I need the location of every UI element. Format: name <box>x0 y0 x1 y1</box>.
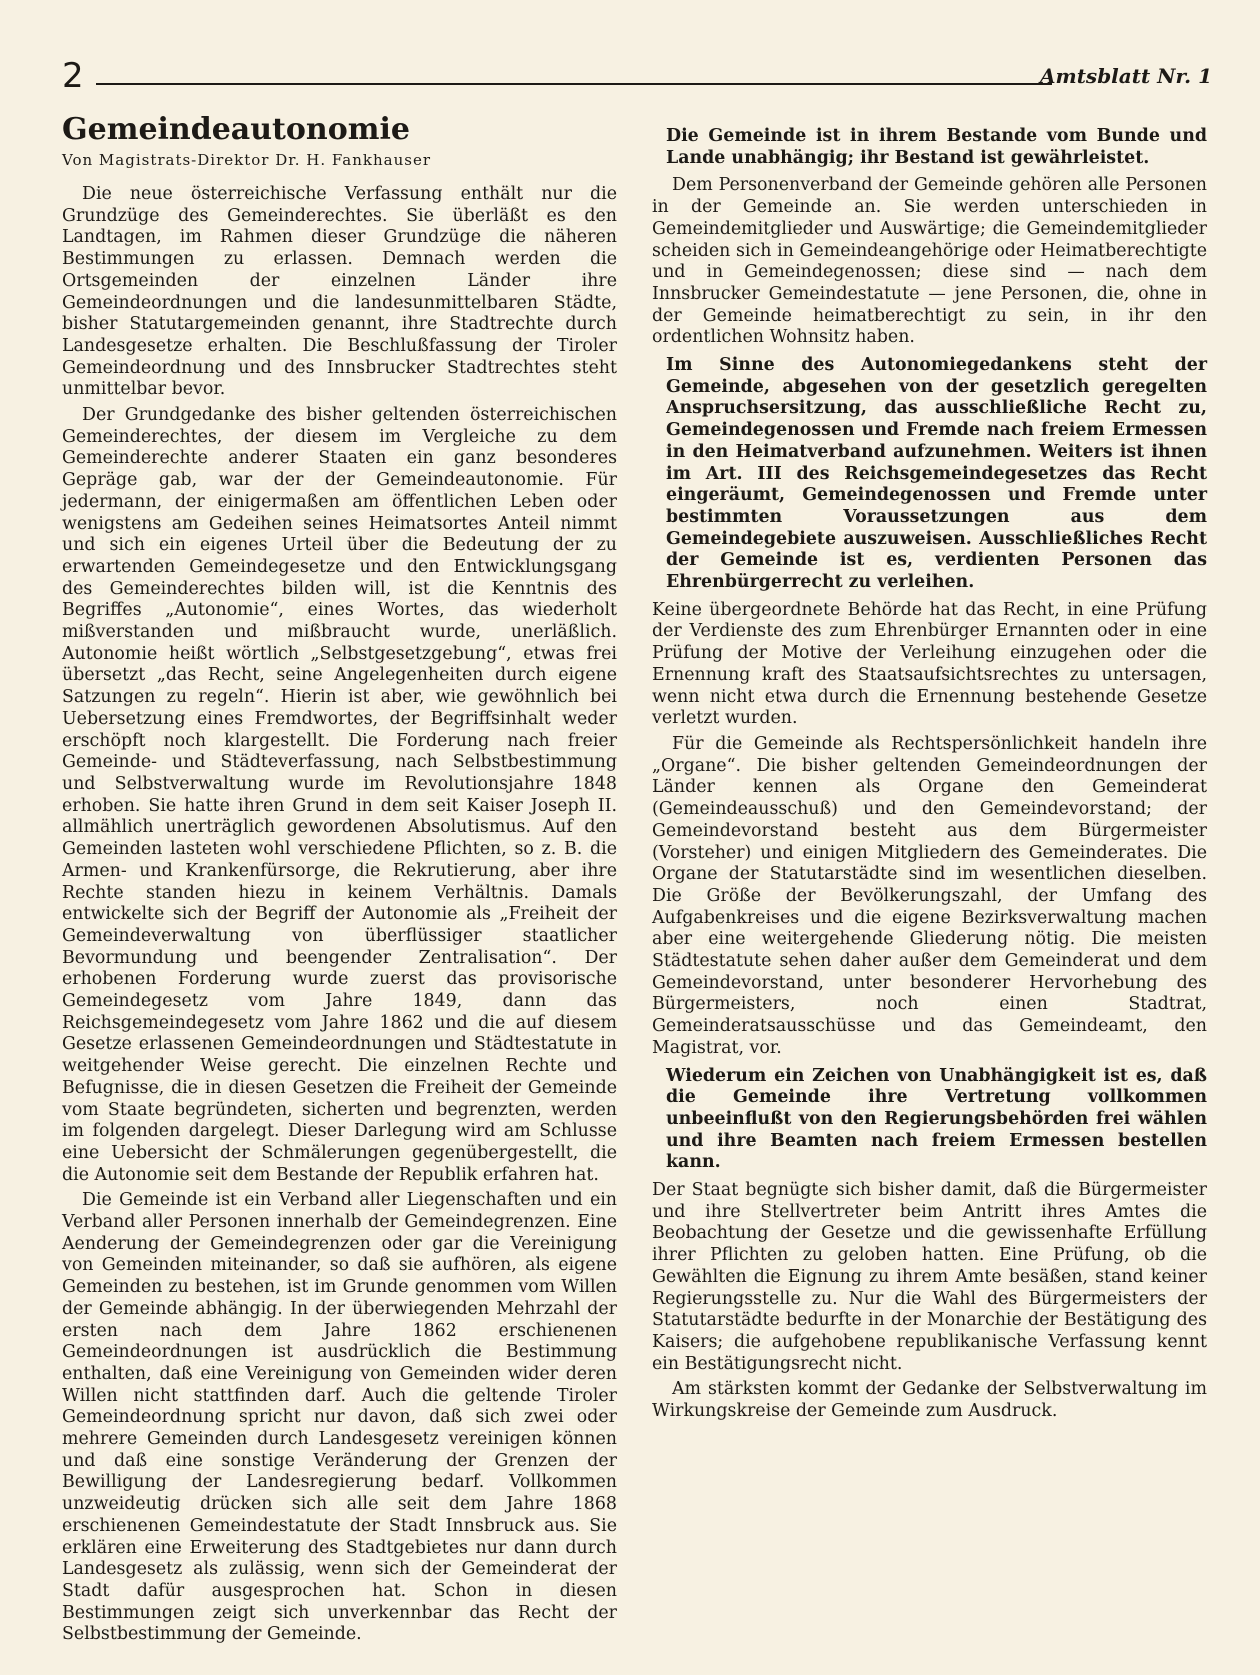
paragraph: Für die Gemeinde als Rechtspersönlichkeit handeln ihre „Organe“. Die bisher geltenden Gemeindeordnungen der Länder kennen als Organe den Gemeinderat (Gemeindeausschuß) und den Gemeindevorstand; der Gemeindevorstand besteht aus dem Bürgermeister (Vorsteher) und einigen Mitgliedern des Gemeinderates. Die Organe der Statutarstädte sind im wesentlichen dieselben. Die Größe der Bevölkerungszahl, der Umfang des Aufgabenkreises und die eigene Bezirksverwaltung machen aber eine weitergehende Gliederung nötig. Die meisten Städtestatute sehen daher außer dem Gemeinderat und dem Gemeindevorstand, unter besonderer Hervorhebung des Bürgermeisters, noch einen Stadtrat, Gemeinderatsausschüsse und das Gemeindeamt, den Magistrat, vor. <box>652 733 1207 1058</box>
byline: Von Magistrats-Direktor Dr. H. Fankhauser <box>62 151 432 169</box>
paragraph: Keine übergeordnete Behörde hat das Recht, in eine Prüfung der Verdienste des zum Ehrenbürger Ernannten oder in eine Prüfung der Motive der Verleihung einzugehen oder die Ernennung kraft des Staatsaufsichtsrechtes zu untersagen, wenn nicht etwa durch die Ernennung bestehende Gesetze verletzt wurden. <box>652 599 1207 729</box>
left-column <box>62 112 617 1650</box>
paragraph: Die neue österreichische Verfassung enthält nur die Grundzüge des Gemeinderechtes. Sie überläßt es den Landtagen, im Rahmen dieser Grundzüge die näheren Bestimmungen zu erlassen. Demnach werden die Ortsgemeinden der einzelnen Länder ihre Gemeindeordnungen und die landesunmittelbaren Städte, bisher Statutargemeinden genannt, ihre Stadtrechte durch Landesgesetze erhalten. Die Beschlußfassung der Tiroler Gemeindeordnung und des Innsbrucker Stadtrechtes steht unmittelbar bevor. <box>62 184 617 400</box>
issue-label: Amtsblatt Nr. 1 <box>1040 64 1212 88</box>
bold-paragraph: Wiederum ein Zeichen von Unabhängigkeit ist es, daß die Gemeinde ihre Vertretung vollkommen unbeeinflußt von den Regierungsbehörden frei wählen und ihre Beamten nach freiem Ermessen bestellen kann. <box>666 1065 1207 1173</box>
header-rule <box>96 83 1052 85</box>
paragraph: Am stärksten kommt der Gedanke der Selbstverwaltung im Wirkungskreise der Gemeinde zum Ausdruck. <box>652 1379 1207 1422</box>
page-number: 2 <box>62 56 84 96</box>
bold-paragraph: Die Gemeinde ist in ihrem Bestande vom Bunde und Lande unabhängig; ihr Bestand ist gewährleistet. <box>666 126 1207 168</box>
paragraph: Der Grundgedanke des bisher geltenden österreichischen Gemeinderechtes, der diesem im Vergleiche zu dem Gemeinderechte anderer Staaten ein ganz besonderes Gepräge gab, war der der Gemeindeautonomie. Für jedermann, der einigermaßen am öffentlichen Leben oder wenigstens am Gedeihen seines Heimatsortes Anteil nimmt und sich ein eigenes Urteil über die Bedeutung der zu erwartenden Gemeindegesetze und den Entwicklungsgang des Gemeinderechtes bilden will, ist die Kenntnis des Begriffes „Autonomie“, eines Wortes, das wiederholt mißverstanden und mißbraucht wurde, unerläßlich. Autonomie heißt wörtlich „Selbstgesetzgebung“, etwas frei übersetzt „das Recht, seine Angelegenheiten durch eigene Satzungen zu regeln“. Hierin ist aber, wie gewöhnlich bei Uebersetzung eines Fremdwortes, der Begriffsinhalt weder erschöpft noch klargestellt. Die Forderung nach freier Gemeinde- und Städteverfassung, nach Selbstbestimmung und Selbstverwaltung wurde im Revolutionsjahre 1848 erhoben. Sie hatte ihren Grund in dem seit Kaiser Joseph II. allmählich unerträglich gewordenen Absolutismus. Auf den Gemeinden lasteten wohl verschiedene Pflichten, so z. B. die Armen- und Krankenfürsorge, die Rekrutierung, aber ihre Rechte standen hiezu in keinem Verhältnis. Damals entwickelte sich der Begriff der Autonomie als „Freiheit der Gemeindeverwaltung von überflüssiger staatlicher Bevormundung und beengender Zentralisation“. Der erhobenen Forderung wurde zuerst das provisorische Gemeindegesetz vom Jahre 1849, dann das Reichsgemeindegesetz vom Jahre 1862 und die auf diesem Gesetze erlassenen Gemeindeordnungen und Städtestatute in weitgehender Weise gerecht. Die einzelnen Rechte und Befugnisse, die in diesen Gesetzen die Freiheit der Gemeinde vom Staate begründeten, sicherten und begrenzten, werden im folgenden dargelegt. Dieser Darlegung wird am Schlusse eine Uebersicht der Schmälerungen gegenübergestellt, die die Autonomie seit dem Bestande der Republik erfahren hat. <box>62 405 617 1185</box>
paragraph: Die Gemeinde ist ein Verband aller Liegenschaften und ein Verband aller Personen innerhalb der Gemeindegrenzen. Eine Aenderung der Gemeindegrenzen oder gar die Vereinigung von Gemeinden miteinander, so daß sie aufhören, als eigene Gemeinden zu bestehen, ist im Grunde genommen vom Willen der Gemeinde abhängig. In der überwiegenden Mehrzahl der ersten nach dem Jahre 1862 erschienenen Gemeindeordnungen ist ausdrücklich die Bestimmung enthalten, daß eine Vereinigung von Gemeinden wider deren Willen nicht stattfinden darf. Auch die geltende Tiroler Gemeindeordnung spricht nur davon, daß sich zwei oder mehrere Gemeinden durch Landesgesetz vereinigen können und daß eine sonstige Veränderung der Grenzen der Bewilligung der Landesregierung bedarf. Vollkommen unzweideutig drücken sich alle seit dem Jahre 1868 erschienenen Gemeindestatute der Stadt Innsbruck aus. Sie erklären eine Erweiterung des Stadtgebietes nur dann durch Landesgesetz als zulässig, wenn sich der Gemeinderat der Stadt dafür ausgesprochen hat. Schon in diesen Bestimmungen zeigt sich unverkennbar das Recht der Selbstbestimmung der Gemeinde. <box>62 1190 617 1645</box>
page-header <box>62 58 1212 98</box>
bold-paragraph: Im Sinne des Autonomiegedankens steht der Gemeinde, abgesehen von der gesetzlich geregelten Anspruchsersitzung, das ausschließliche Recht zu, Gemeindegenossen und Fremde nach freiem Ermessen in den Heimatverband aufzunehmen. Weiters ist ihnen im Art. III des Reichsgemeindegesetzes das Recht eingeräumt, Gemeindegenossen und Fremde unter bestimmten Voraussetzungen aus dem Gemeindegebiete auszuweisen. Ausschließliches Recht der Gemeinde ist es, verdienten Personen das Ehrenbürgerrecht zu verleihen. <box>666 355 1207 593</box>
paragraph: Dem Personenverband der Gemeinde gehören alle Personen in der Gemeinde an. Sie werden unterschieden in Gemeindemitglieder und Auswärtige; die Gemeindemitglieder scheiden sich in Gemeindeangehörige oder Heimatberechtigte und in Gemeindegenossen; diese sind — nach dem Innsbrucker Gemeindestatute — jene Personen, die, ohne in der Gemeinde heimatberechtigt zu sein, in ihr den ordentlichen Wohnsitz haben. <box>652 175 1207 348</box>
right-column <box>652 120 1207 1427</box>
article-title: Gemeindeautonomie <box>62 112 410 147</box>
paragraph: Der Staat begnügte sich bisher damit, daß die Bürgermeister und ihre Stellvertreter beim Antritt ihres Amtes die Beobachtung der Gesetze und die gewissenhafte Erfüllung ihrer Pflichten zu geloben hatten. Eine Prüfung, ob die Gewählten die Eignung zu ihrem Amte besäßen, stand keiner Regierungsstelle zu. Nur die Wahl des Bürgermeisters der Statutarstädte bedurfte in der Monarchie der Bestätigung des Kaisers; die aufgehobene republikanische Verfassung kennt ein Bestätigungsrecht nicht. <box>652 1180 1207 1374</box>
